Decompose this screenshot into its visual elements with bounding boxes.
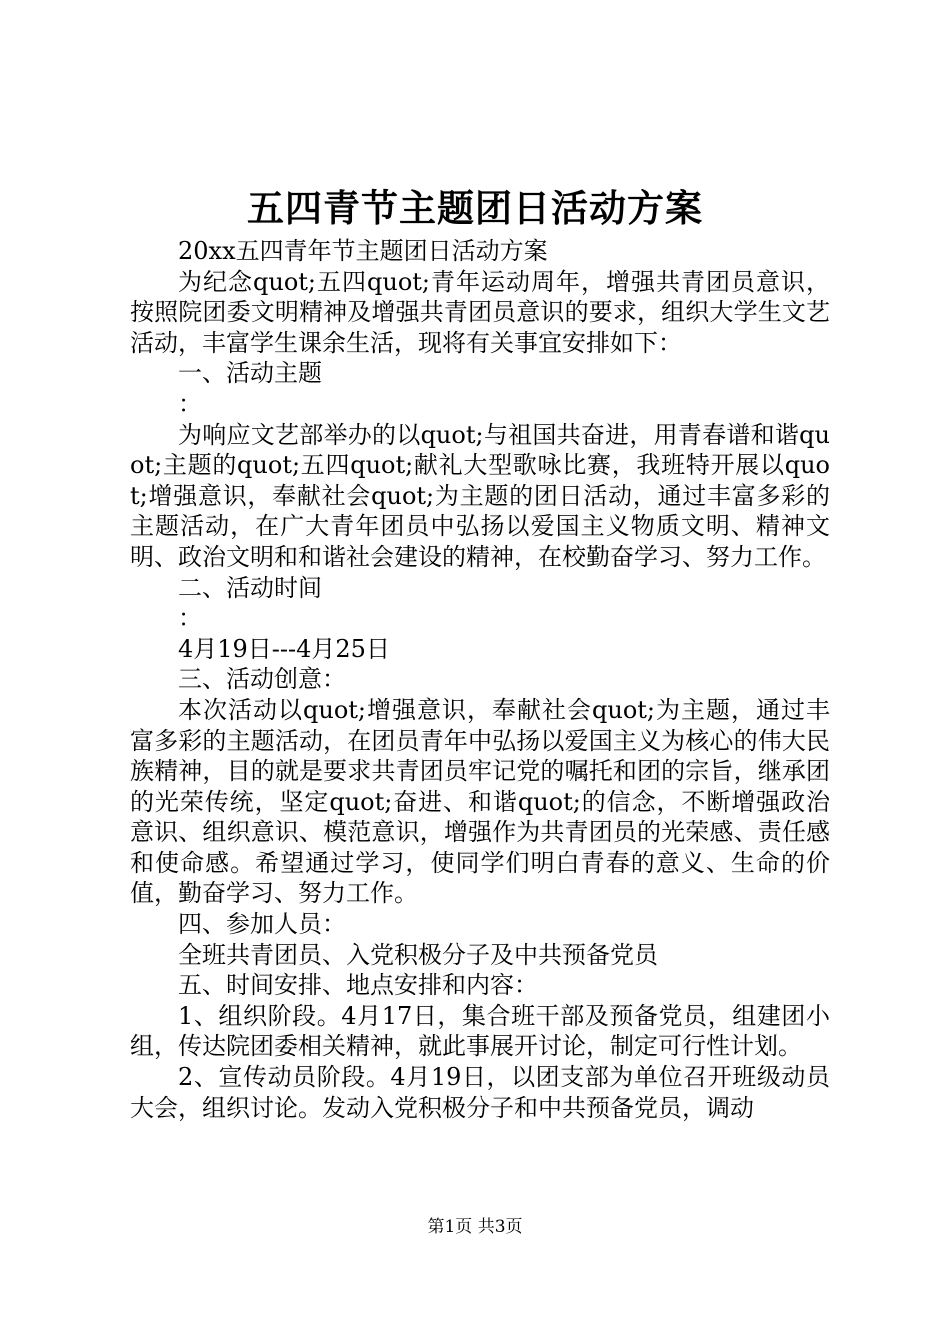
paragraph-theme-body: 为响应文艺部举办的以quot;与祖国共奋进，用青春谱和谐quot;主题的quot;五四quot;献礼大型歌咏比赛，我班特开展以quot;增强意识，奉献社会quot;为主题的团日活动，通过丰富多彩的主题活动，在广大青年团员中弘扬以爱国主义物质文明、精神文明、政治文明和和谐社会建设的精神，在校勤奋学习、努力工作。	[130, 420, 830, 571]
page-number-footer: 第1页 共3页	[427, 1217, 523, 1237]
paragraph-participants-body: 全班共青团员、入党积极分子及中共预备党员	[178, 940, 658, 969]
document-body	[130, 236, 830, 1123]
paragraph-colon: ：	[178, 604, 202, 633]
document-title: 五四青节主题团日活动方案	[247, 186, 703, 230]
heading-schedule: 五、时间安排、地点安排和内容：	[178, 971, 538, 1000]
heading-participants: 四、参加人员：	[178, 910, 346, 939]
heading-activity-time: 二、活动时间	[178, 573, 322, 602]
heading-activity-theme: 一、活动主题	[178, 359, 322, 388]
heading-activity-idea: 三、活动创意：	[178, 665, 346, 694]
paragraph-schedule-step-1: 1、组织阶段。4月17日，集合班干部及预备党员，组建团小组，传达院团委相关精神，就此事展开讨论，制定可行性计划。	[130, 1001, 830, 1061]
paragraph-idea-body: 本次活动以quot;增强意识，奉献社会quot;为主题，通过丰富多彩的主题活动，在团员青年中弘扬以爱国主义为核心的伟大民族精神，目的就是要求共青团员牢记党的嘱托和团的宗旨，继承团的光荣传统，坚定quot;奋进、和谐quot;的信念，不断增强政治意识、组织意识、模范意识，增强作为共青团员的光荣感、责任感和使命感。希望通过学习，使同学们明白青春的意义、生命的价值，勤奋学习、努力工作。	[130, 695, 830, 908]
paragraph-colon: ：	[178, 389, 202, 418]
paragraph-schedule-step-2: 2、宣传动员阶段。4月19日，以团支部为单位召开班级动员大会，组织讨论。发动入党积极分子和中共预备党员，调动	[130, 1063, 830, 1122]
paragraph-intro: 为纪念quot;五四quot;青年运动周年，增强共青团员意识，按照院团委文明精神及增强共青团员意识的要求，组织大学生文艺活动，丰富学生课余生活，现将有关事宜安排如下：	[130, 267, 830, 357]
paragraph-subtitle: 20xx五四青年节主题团日活动方案	[178, 237, 548, 265]
paragraph-time-body: 4月19日---4月25日	[178, 634, 390, 663]
